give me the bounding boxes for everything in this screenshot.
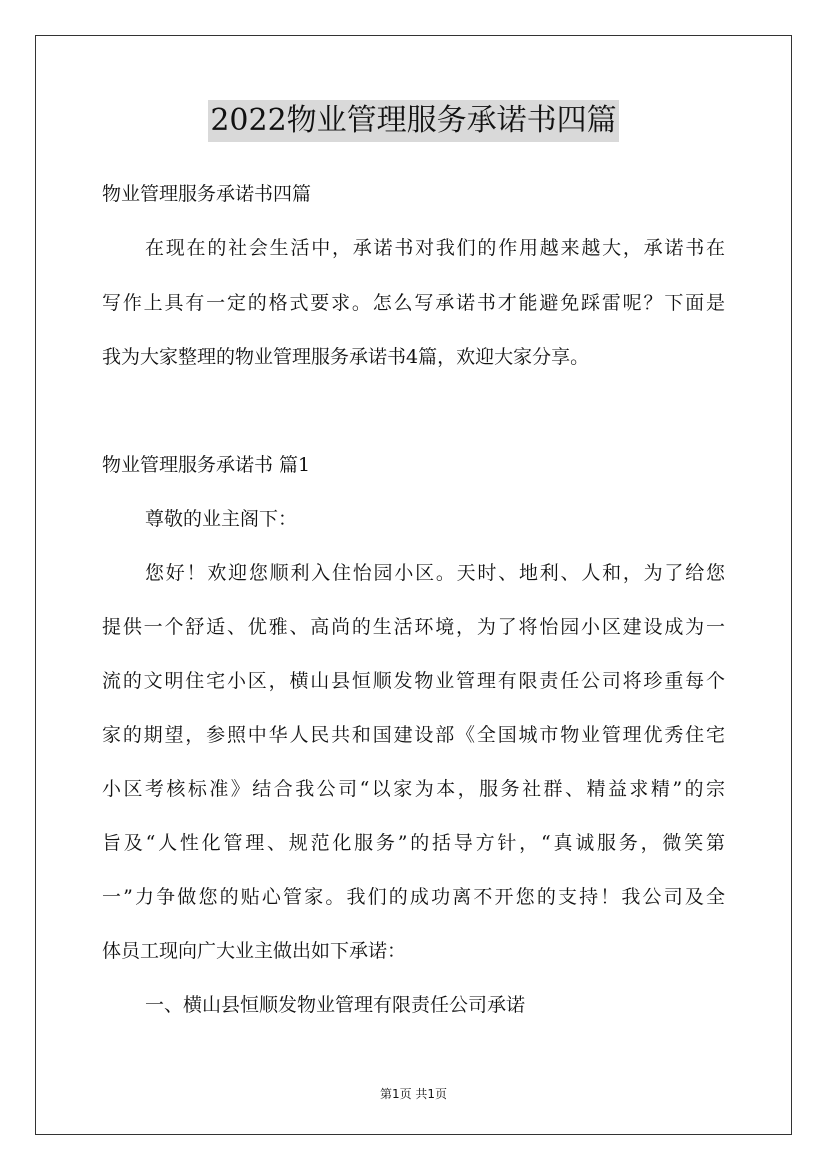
body-line-3: 流的文明住宅小区，横山县恒顺发物业管理有限责任公司将珍重每个 <box>102 670 725 692</box>
body-line-6: 旨及“人性化管理、规范化服务”的括导方针，“真诚服务，微笑第 <box>102 832 725 854</box>
page-footer: 第1页 共1页 <box>379 1087 448 1101</box>
body-line-1: 您好！欢迎您顺利入住怡园小区。天时、地利、人和，为了给您 <box>145 562 725 584</box>
intro-line-2: 写作上具有一定的格式要求。怎么写承诺书才能避免踩雷呢？下面是 <box>102 292 725 314</box>
body-line-2: 提供一个舒适、优雅、高尚的生活环境，为了将怡园小区建设成为一 <box>102 616 725 638</box>
section-heading: 物业管理服务承诺书四篇 <box>102 183 312 205</box>
document-title: 2022物业管理服务承诺书四篇 <box>208 100 618 142</box>
body-line-7: 一”力争做您的贴心管家。我们的成功离不开您的支持！我公司及全 <box>102 886 725 908</box>
body-line-8: 体员工现向广大业主做出如下承诺： <box>102 940 407 962</box>
intro-line-3: 我为大家整理的物业管理服务承诺书4篇，欢迎大家分享。 <box>102 346 590 368</box>
document-title-wrapper <box>0 100 827 142</box>
chapter-heading: 物业管理服务承诺书 篇1 <box>102 454 311 476</box>
body-line-4: 家的期望，参照中华人民共和国建设部《全国城市物业管理优秀住宅 <box>102 724 725 746</box>
commitment-heading: 一、横山县恒顺发物业管理有限责任公司承诺 <box>145 994 526 1016</box>
body-line-5: 小区考核标准》结合我公司“以家为本，服务社群、精益求精”的宗 <box>102 778 725 800</box>
intro-line-1: 在现在的社会生活中，承诺书对我们的作用越来越大，承诺书在 <box>145 237 725 259</box>
salutation: 尊敬的业主阁下： <box>145 508 298 530</box>
